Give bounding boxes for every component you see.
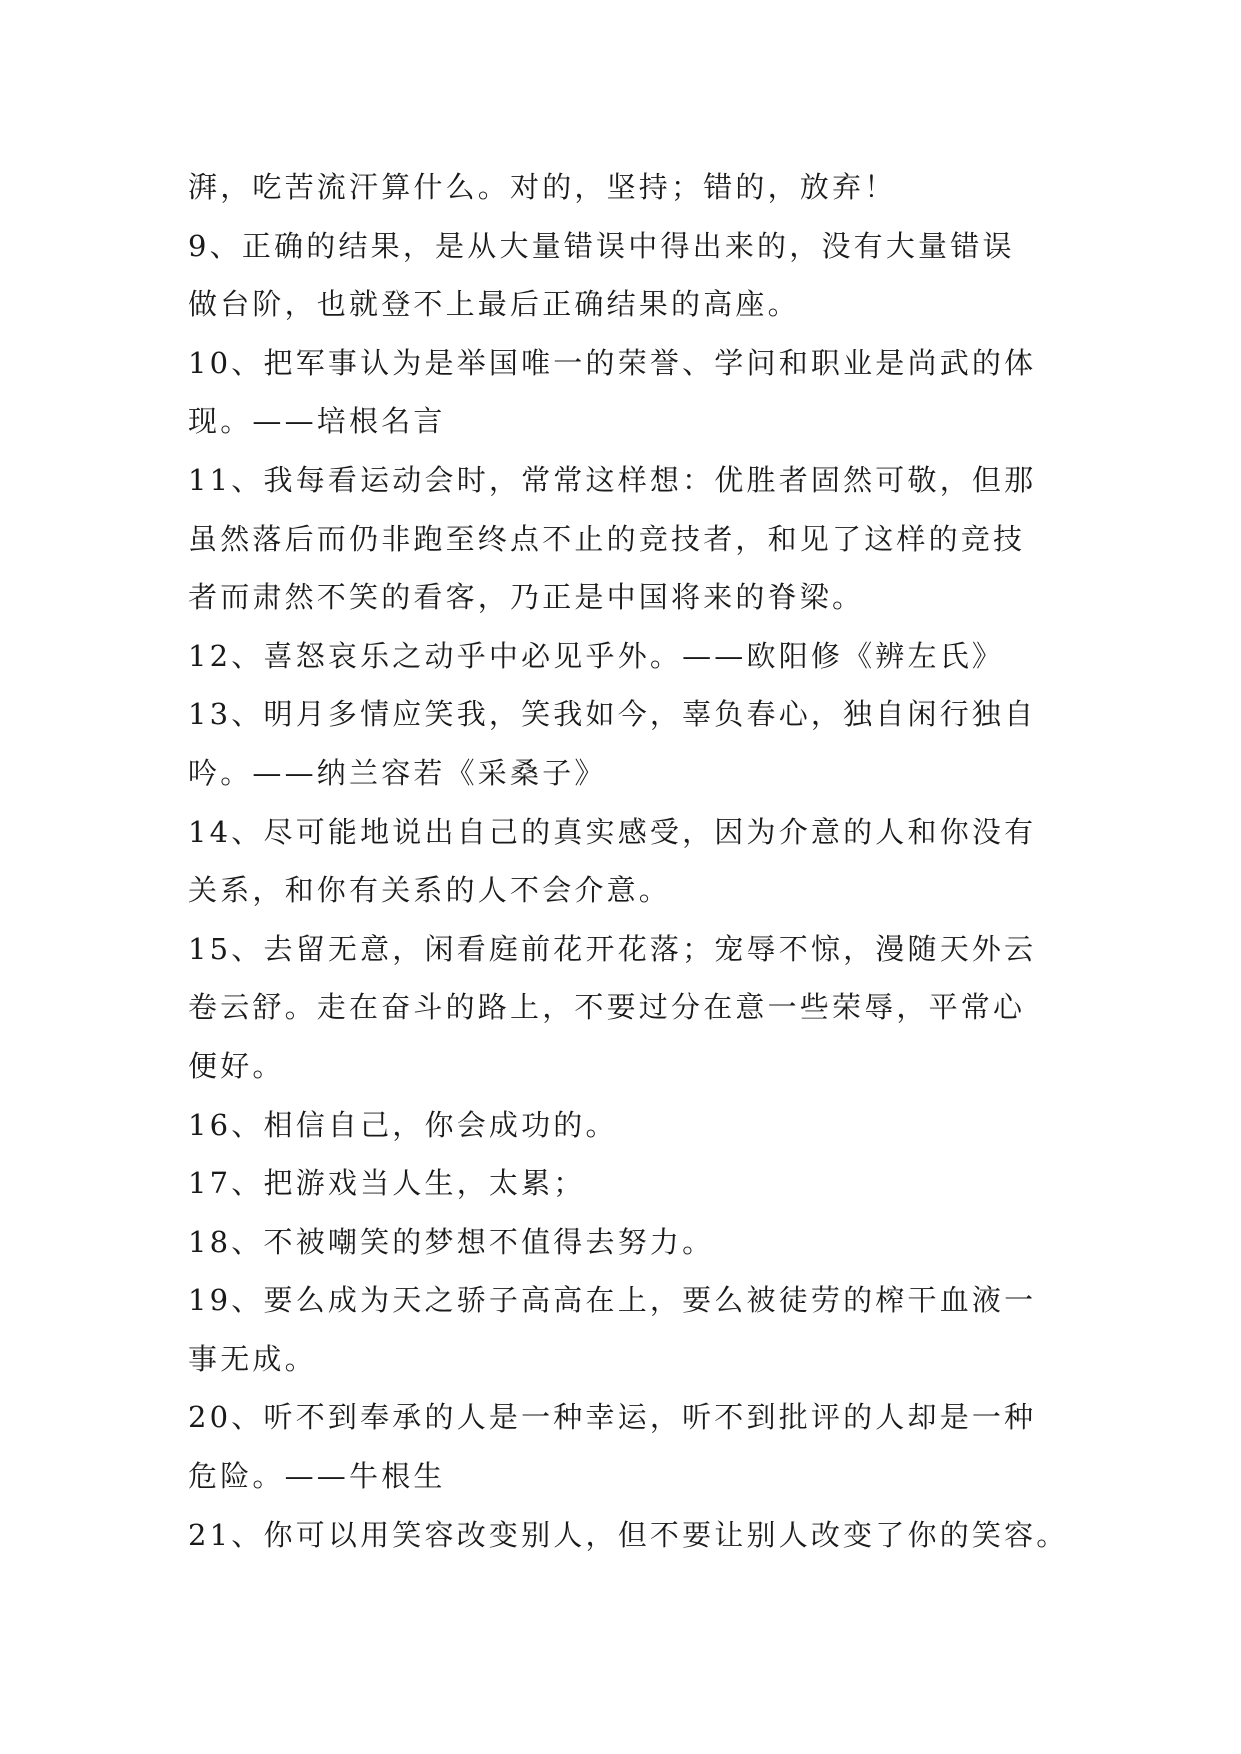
text-line: 21、你可以用笑容改变别人，但不要让别人改变了你的笑容。	[188, 1517, 1069, 1552]
text-line: 15、去留无意，闲看庭前花开花落；宠辱不惊，漫随天外云	[188, 931, 1037, 966]
text-line: 11、我每看运动会时，常常这样想：优胜者固然可敬，但那	[188, 462, 1037, 497]
text-line: 卷云舒。走在奋斗的路上，不要过分在意一些荣辱，平常心	[188, 990, 1026, 1025]
text-line: 关系，和你有关系的人不会介意。	[188, 873, 672, 908]
text-line: 20、听不到奉承的人是一种幸运，听不到批评的人却是一种	[188, 1400, 1037, 1435]
text-line: 9、正确的结果，是从大量错误中得出来的，没有大量错误	[188, 228, 1015, 263]
text-line: 19、要么成为天之骄子高高在上，要么被徒劳的榨干血液一	[188, 1283, 1037, 1318]
text-line: 便好。	[188, 1048, 285, 1083]
text-line: 湃，吃苦流汗算什么。对的，坚持；错的，放弃！	[188, 170, 897, 204]
text-line: 14、尽可能地说出自己的真实感受，因为介意的人和你没有	[188, 814, 1037, 849]
text-line: 18、不被嘲笑的梦想不值得去努力。	[188, 1224, 715, 1259]
text-line: 吟。——纳兰容若《采桑子》	[188, 755, 607, 790]
text-line: 12、喜怒哀乐之动乎中必见乎外。——欧阳修《辨左氏》	[188, 638, 1005, 673]
text-line: 16、相信自己，你会成功的。	[188, 1107, 618, 1142]
text-line: 17、把游戏当人生，太累；	[188, 1166, 586, 1201]
text-line: 13、明月多情应笑我，笑我如今，辜负春心，独自闲行独自	[188, 697, 1037, 732]
text-line: 虽然落后而仍非跑至终点不止的竞技者，和见了这样的竞技	[188, 521, 1026, 556]
text-line: 者而肃然不笑的看客，乃正是中国将来的脊梁。	[188, 580, 865, 615]
text-line: 危险。——牛根生	[188, 1459, 446, 1494]
text-line: 做台阶，也就登不上最后正确结果的高座。	[188, 287, 800, 322]
document-body	[188, 158, 1069, 1564]
text-line: 现。——培根名言	[188, 404, 446, 439]
text-line: 10、把军事认为是举国唯一的荣誉、学问和职业是尚武的体	[188, 345, 1037, 380]
text-line: 事无成。	[188, 1341, 317, 1376]
